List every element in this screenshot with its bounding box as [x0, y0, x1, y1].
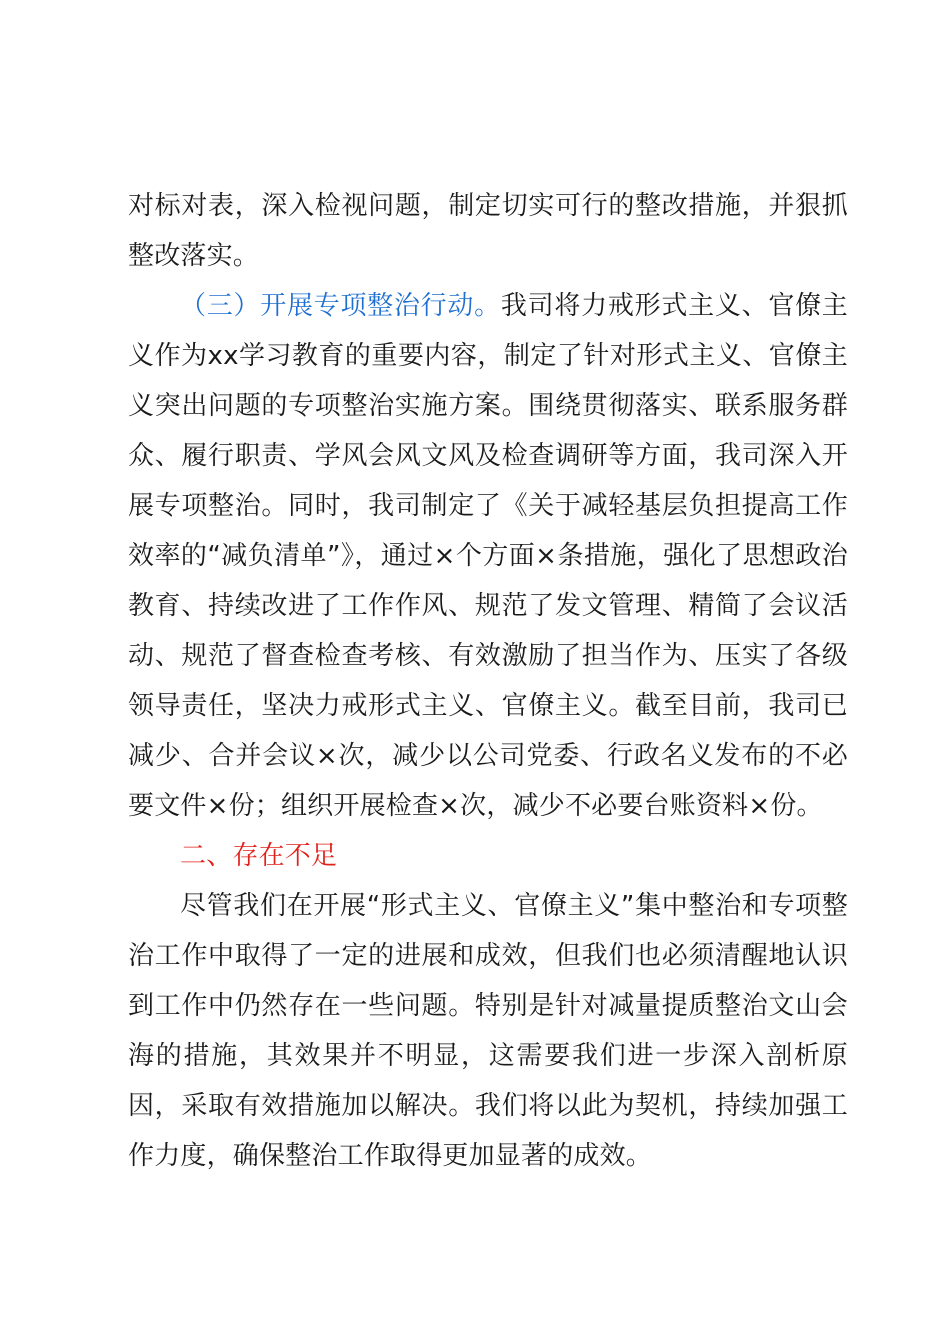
paragraph-continuation: 对标对表，深入检视问题，制定切实可行的整改措施，并狠抓整改落实。 — [128, 191, 848, 271]
section-heading-shortcomings: 二、存在不足 — [180, 841, 338, 871]
document-page — [128, 181, 848, 1181]
paragraph-special-rectification — [128, 281, 848, 831]
paragraph-shortcomings: 尽管我们在开展“形式主义、官僚主义”集中整治和专项整治工作中取得了一定的进展和成效，但我们也必须清醒地认识到工作中仍然存在一些问题。特别是针对减量提质整治文山会海的措施，其效果并不明显，这需要我们进一步深入剖析原因，采取有效措施加以解决。我们将以此为契机，持续加强工作力度，确保整治工作取得更加显著的成效。 — [128, 891, 848, 1171]
subheading-special-rectification: （三）开展专项整治行动。 — [180, 291, 501, 321]
paragraph-special-rectification-body: 我司将力戒形式主义、官僚主义作为xx学习教育的重要内容，制定了针对形式主义、官僚主义突出问题的专项整治实施方案。围绕贯彻落实、联系服务群众、履行职责、学风会风文风及检查调研等方面，我司深入开展专项整治。同时，我司制定了《关于减轻基层负担提高工作效率的“减负清单”》，通过×个方面×条措施，强化了思想政治教育、持续改进了工作作风、规范了发文管理、精简了会议活动、规范了督查检查考核、有效激励了担当作为、压实了各级领导责任，坚决力戒形式主义、官僚主义。截至目前，我司已减少、合并会议×次，减少以公司党委、行政名义发布的不必要文件×份；组织开展检查×次，减少不必要台账资料×份。 — [128, 291, 848, 821]
